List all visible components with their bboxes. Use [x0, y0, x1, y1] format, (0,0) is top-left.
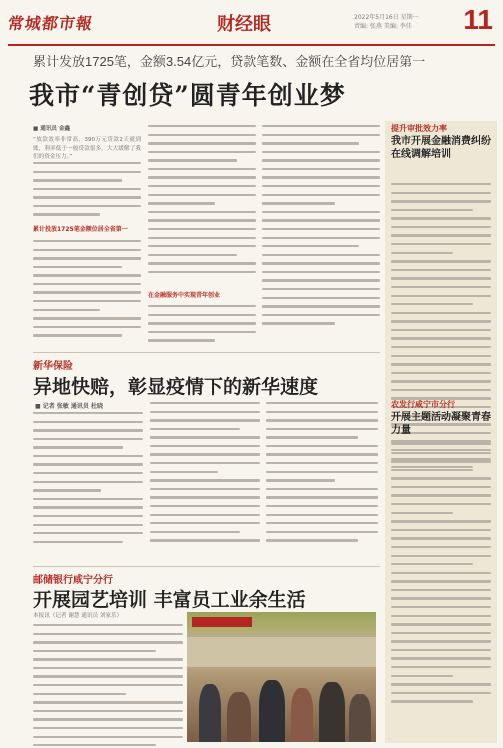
- editors: 责编: 张燕 美编: 李佳: [354, 23, 412, 30]
- sidebar-kicker-2: 农发行咸宁市分行: [391, 400, 455, 409]
- news-photo: [187, 612, 376, 742]
- story2-text-block: [150, 402, 260, 564]
- byline: ■ 通讯员 金鑫: [33, 126, 71, 132]
- lead-headline: 我市“青创贷”圆青年创业梦: [29, 81, 346, 110]
- story3-headline: 开展园艺培训 丰富员工业余生活: [33, 589, 306, 611]
- story2-text-block: [266, 402, 378, 564]
- divider: [33, 352, 380, 353]
- story3-byline: 本报讯（记者 谢慧 通讯员 刘家乐）: [33, 613, 123, 619]
- photo-backdrop: [187, 634, 376, 667]
- sidebar-headline-1: 我市开展金融消费纠纷在线调解培训: [391, 136, 491, 160]
- photo-person: [227, 692, 251, 742]
- lead-subhead-1: 累计投放1725笔金额位居全省第一: [33, 226, 128, 233]
- lead-paragraph-1: “放款效率非常高，390万元贷款2天就到账，利率低于一般贷款很多，大大缓解了我们的资金压力。”: [33, 137, 141, 161]
- lead-text-block: [33, 240, 141, 350]
- sidebar: [385, 121, 497, 743]
- photo-banner: [192, 617, 252, 627]
- photo-person: [199, 684, 221, 742]
- sidebar-text-block: [391, 443, 491, 739]
- photo-person: [319, 682, 345, 742]
- photo-person: [259, 680, 285, 742]
- page-number: 11: [463, 4, 493, 35]
- lead-text-block: [33, 162, 141, 222]
- story2-kicker: 新华保险: [33, 361, 73, 372]
- divider: [33, 566, 380, 567]
- lead-text-block: [262, 125, 380, 353]
- story2-headline: 异地快赔，彰显疫情下的新华速度: [33, 376, 319, 398]
- section-title: 财经眼: [217, 14, 271, 35]
- sidebar-kicker-1: 提升审批效力率: [391, 124, 447, 133]
- newspaper-logo: 常城都市報: [6, 14, 95, 33]
- sidebar-text-block: [391, 183, 491, 485]
- dateline: [354, 13, 419, 31]
- sidebar-headline-2: 开展主题活动凝聚青春力量: [391, 412, 491, 436]
- photo-person: [349, 694, 371, 742]
- story3-text-block: [33, 624, 183, 744]
- lead-subhead-2: 在金融服务中实现青年创业: [148, 292, 221, 299]
- lead-byline: [33, 125, 141, 134]
- story2-text-block: [33, 412, 143, 564]
- lead-text-block: [148, 125, 256, 285]
- lead-kicker: 累计发放1725笔，金额3.54亿元，贷款笔数、金额在全省均位居第一: [33, 54, 426, 69]
- lead-text-block: [148, 305, 256, 353]
- story2-byline: ■ 记者 张敏 通讯员 杜晓: [35, 403, 104, 410]
- masthead: [8, 6, 495, 46]
- photo-person: [291, 688, 313, 742]
- story3-kicker: 邮储银行咸宁分行: [33, 575, 113, 586]
- date: 2022年5月16日 星期一: [354, 14, 419, 21]
